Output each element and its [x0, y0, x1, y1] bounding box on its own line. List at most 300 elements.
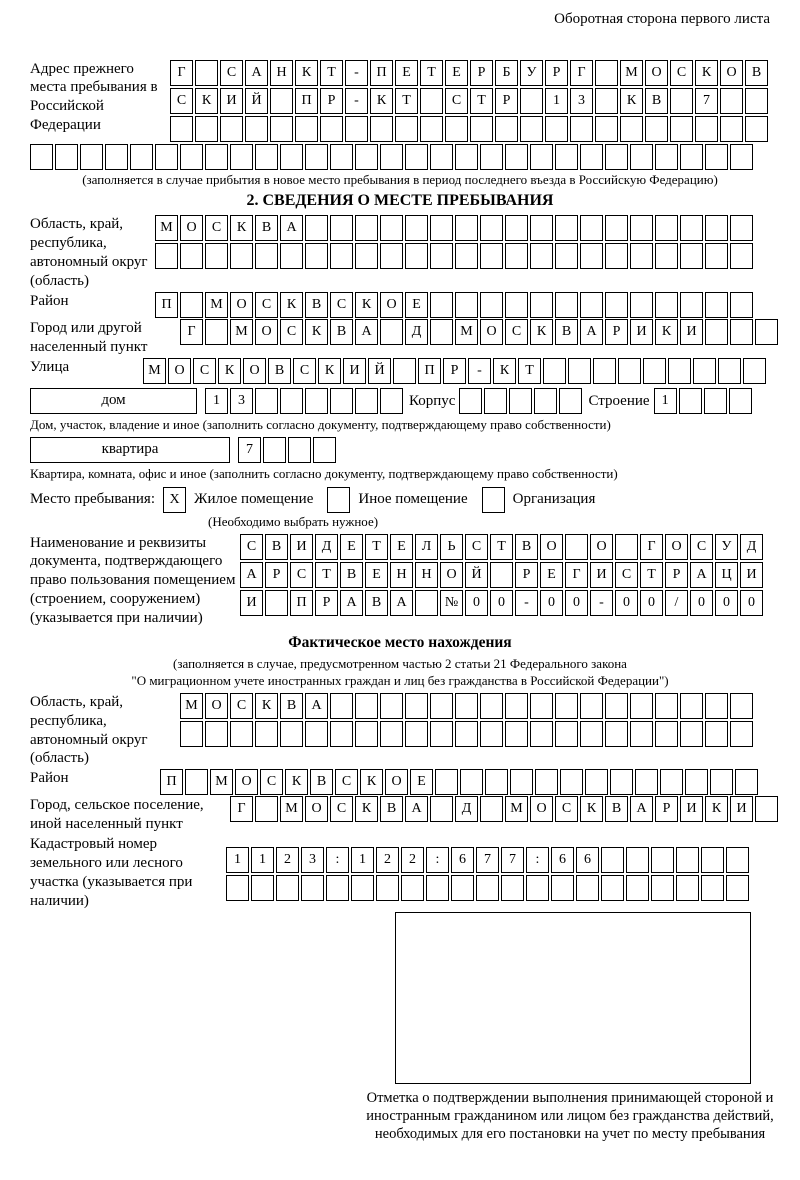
char-box: 7: [695, 88, 718, 114]
dom-box: дом: [30, 388, 197, 414]
char-box: [735, 769, 758, 795]
dom-cells: [205, 388, 403, 414]
char-box: П: [155, 292, 178, 318]
char-box: [305, 144, 328, 170]
char-box: 2: [401, 847, 424, 873]
gorod-row: [180, 319, 778, 345]
char-box: С: [615, 562, 638, 588]
korpus-label: Корпус: [409, 392, 456, 409]
raion-row: [155, 292, 753, 318]
char-box: [480, 215, 503, 241]
char-box: [205, 243, 228, 269]
char-box: 7: [501, 847, 524, 873]
char-box: -: [468, 358, 491, 384]
char-box: Т: [470, 88, 493, 114]
char-box: [480, 243, 503, 269]
char-box: О: [480, 319, 503, 345]
char-box: [520, 116, 543, 142]
char-box: [730, 243, 753, 269]
char-box: Т: [395, 88, 418, 114]
char-box: А: [305, 693, 328, 719]
dom-note: Дом, участок, владение и иное (заполнить согласно документу, подтверждающему право собственности): [30, 416, 611, 432]
char-box: [605, 721, 628, 747]
char-box: [195, 60, 218, 86]
char-box: [680, 243, 703, 269]
char-box: Р: [515, 562, 538, 588]
char-box: А: [630, 796, 653, 822]
document-row-1: [240, 534, 763, 560]
char-box: [320, 116, 343, 142]
char-box: О: [385, 769, 408, 795]
char-box: [555, 292, 578, 318]
char-box: [705, 292, 728, 318]
char-box: Н: [270, 60, 293, 86]
char-box: [476, 875, 499, 901]
char-box: К: [705, 796, 728, 822]
char-box: [605, 144, 628, 170]
char-box: [705, 319, 728, 345]
char-box: №: [440, 590, 463, 616]
char-box: [326, 875, 349, 901]
char-box: [630, 292, 653, 318]
char-box: С: [255, 292, 278, 318]
fact-oblast-field: [30, 693, 770, 769]
char-box: :: [426, 847, 449, 873]
char-box: О: [720, 60, 743, 86]
char-box: [568, 358, 591, 384]
char-box: [730, 319, 753, 345]
char-box: К: [360, 769, 383, 795]
char-box: [705, 721, 728, 747]
prev-address-rows: [170, 60, 768, 142]
char-box: [185, 769, 208, 795]
char-box: М: [455, 319, 478, 345]
char-box: [530, 292, 553, 318]
char-box: [626, 875, 649, 901]
prev-address-note: (заполняется в случае прибытия в новое место пребывания в период последнего въезда в Российскую Федерацию): [82, 171, 718, 187]
gorod-field: [30, 319, 770, 357]
char-box: С: [230, 693, 253, 719]
oblast-rows: [155, 215, 753, 269]
char-box: [480, 693, 503, 719]
char-box: [305, 243, 328, 269]
char-box: С: [670, 60, 693, 86]
char-box: [726, 875, 749, 901]
char-box: П: [160, 769, 183, 795]
stroenie-label: Строение: [588, 392, 650, 409]
raion-field: [30, 292, 770, 318]
char-box: [130, 144, 153, 170]
char-box: [526, 875, 549, 901]
char-box: И: [290, 534, 313, 560]
char-box: М: [205, 292, 228, 318]
char-box: [430, 292, 453, 318]
char-box: Е: [540, 562, 563, 588]
char-box: К: [218, 358, 241, 384]
char-box: [745, 88, 768, 114]
char-box: [645, 116, 668, 142]
char-box: [680, 144, 703, 170]
char-box: [195, 116, 218, 142]
char-box: [455, 693, 478, 719]
char-box: [470, 116, 493, 142]
char-box: Б: [495, 60, 518, 86]
char-box: [505, 144, 528, 170]
char-box: 1: [226, 847, 249, 873]
char-box: В: [605, 796, 628, 822]
char-box: Ь: [440, 534, 463, 560]
char-box: М: [620, 60, 643, 86]
char-box: [545, 116, 568, 142]
char-box: П: [370, 60, 393, 86]
char-box: В: [365, 590, 388, 616]
char-box: 0: [740, 590, 763, 616]
char-box: [230, 721, 253, 747]
document-rows: [240, 534, 763, 616]
char-box: [330, 693, 353, 719]
char-box: [380, 721, 403, 747]
char-box: [630, 693, 653, 719]
char-box: [580, 215, 603, 241]
char-box: [695, 116, 718, 142]
char-box: [543, 358, 566, 384]
raion-label: Район: [30, 292, 69, 309]
char-box: [355, 693, 378, 719]
char-box: Р: [605, 319, 628, 345]
char-box: [355, 388, 378, 414]
char-box: 3: [230, 388, 253, 414]
char-box: К: [530, 319, 553, 345]
char-box: Т: [365, 534, 388, 560]
char-box: Е: [365, 562, 388, 588]
char-box: [155, 144, 178, 170]
kvartira-cells: [238, 437, 336, 463]
char-box: О: [665, 534, 688, 560]
char-box: [670, 116, 693, 142]
char-box: Л: [415, 534, 438, 560]
char-box: Е: [340, 534, 363, 560]
char-box: [301, 875, 324, 901]
char-box: С: [465, 534, 488, 560]
char-box: [255, 243, 278, 269]
char-box: 6: [551, 847, 574, 873]
char-box: [180, 721, 203, 747]
char-box: -: [590, 590, 613, 616]
char-box: Г: [565, 562, 588, 588]
char-box: [270, 88, 293, 114]
char-box: [355, 721, 378, 747]
char-box: [380, 693, 403, 719]
document-row-3: [240, 590, 763, 616]
char-box: [643, 358, 666, 384]
char-box: Г: [570, 60, 593, 86]
char-box: О: [540, 534, 563, 560]
oblast-field: [30, 215, 770, 291]
char-box: [651, 875, 674, 901]
char-box: [730, 215, 753, 241]
prev-address-label: Адрес прежнего места пребывания в Российской Федерации: [30, 60, 158, 134]
char-box: [505, 693, 528, 719]
char-box: [370, 116, 393, 142]
char-box: [220, 116, 243, 142]
char-box: О: [305, 796, 328, 822]
char-box: [626, 847, 649, 873]
char-box: [655, 215, 678, 241]
option-organizatsiya-label: Организация: [512, 491, 596, 508]
char-box: 1: [351, 847, 374, 873]
char-box: [509, 388, 532, 414]
char-box: [455, 243, 478, 269]
char-box: [330, 721, 353, 747]
stroenie-cells: [654, 388, 752, 414]
char-box: [630, 215, 653, 241]
char-box: [255, 144, 278, 170]
char-box: С: [445, 88, 468, 114]
char-box: [405, 243, 428, 269]
char-box: [705, 215, 728, 241]
fact-raion-field: [30, 769, 770, 795]
char-box: 1: [654, 388, 677, 414]
char-box: В: [305, 292, 328, 318]
char-box: [226, 875, 249, 901]
char-box: [655, 721, 678, 747]
char-box: [705, 144, 728, 170]
char-box: А: [245, 60, 268, 86]
char-box: К: [355, 292, 378, 318]
cadastre-rows: [226, 847, 749, 901]
char-box: [720, 116, 743, 142]
char-box: [355, 243, 378, 269]
char-box: [459, 388, 482, 414]
char-box: [530, 215, 553, 241]
char-box: :: [326, 847, 349, 873]
checkbox-inoe: [327, 487, 350, 513]
char-box: Й: [465, 562, 488, 588]
char-box: [730, 144, 753, 170]
kvartira-box: квартира: [30, 437, 230, 463]
char-box: [280, 721, 303, 747]
char-box: [651, 847, 674, 873]
char-box: В: [265, 534, 288, 560]
char-box: [585, 769, 608, 795]
char-box: [655, 243, 678, 269]
char-box: [480, 292, 503, 318]
ulitsa-row: [143, 358, 766, 384]
char-box: Р: [655, 796, 678, 822]
char-box: [755, 319, 778, 345]
char-box: [660, 769, 683, 795]
oblast-row-2: [155, 243, 753, 269]
char-box: [455, 292, 478, 318]
char-box: [395, 116, 418, 142]
cadastre-label: Кадастровый номер земельного или лесного участка (указывается при наличии): [30, 836, 193, 909]
stamp-caption: Отметка о подтверждении выполнения принимающей стороной и иностранным гражданином или лицом без гражданства действий, необходимых для его постановки на учет по месту пребывания: [366, 1089, 774, 1142]
char-box: [605, 693, 628, 719]
char-box: [565, 534, 588, 560]
ulitsa-field: [30, 358, 770, 384]
char-box: [630, 144, 653, 170]
mesto-label: Место пребывания:: [30, 491, 155, 508]
char-box: 3: [570, 88, 593, 114]
char-box: Т: [320, 60, 343, 86]
char-box: [618, 358, 641, 384]
fact-location-note-2: "О миграционном учете иностранных граждан и лиц без гражданства в Российской Федерации"): [131, 672, 669, 688]
checkbox-zhiloe: X: [163, 487, 186, 513]
option-zhiloe-label: Жилое помещение: [194, 491, 314, 508]
char-box: [430, 693, 453, 719]
char-box: [555, 144, 578, 170]
fact-raion-label: Район: [30, 770, 69, 787]
char-box: [615, 534, 638, 560]
document-row-2: [240, 562, 763, 588]
char-box: [580, 292, 603, 318]
char-box: 0: [540, 590, 563, 616]
char-box: [630, 721, 653, 747]
prev-address-row-1: [170, 60, 768, 86]
char-box: [280, 243, 303, 269]
char-box: В: [268, 358, 291, 384]
char-box: К: [255, 693, 278, 719]
char-box: М: [230, 319, 253, 345]
char-box: [710, 769, 733, 795]
char-box: 1: [545, 88, 568, 114]
fact-oblast-rows: [180, 693, 753, 747]
char-box: [755, 796, 778, 822]
fact-location-title: Фактическое место нахождения: [288, 633, 512, 651]
char-box: [230, 243, 253, 269]
char-box: [180, 292, 203, 318]
char-box: [595, 116, 618, 142]
char-box: С: [555, 796, 578, 822]
char-box: Д: [315, 534, 338, 560]
char-box: Р: [265, 562, 288, 588]
char-box: [580, 144, 603, 170]
char-box: М: [155, 215, 178, 241]
korpus-cells: [459, 388, 582, 414]
char-box: [455, 721, 478, 747]
char-box: [730, 292, 753, 318]
char-box: И: [680, 796, 703, 822]
char-box: [330, 215, 353, 241]
char-box: [495, 116, 518, 142]
char-box: Г: [170, 60, 193, 86]
char-box: [726, 847, 749, 873]
char-box: О: [645, 60, 668, 86]
char-box: М: [280, 796, 303, 822]
char-box: [729, 388, 752, 414]
char-box: [245, 116, 268, 142]
char-box: Р: [320, 88, 343, 114]
char-box: В: [645, 88, 668, 114]
char-box: [105, 144, 128, 170]
char-box: Е: [395, 60, 418, 86]
char-box: С: [330, 796, 353, 822]
char-box: Д: [455, 796, 478, 822]
char-box: [505, 215, 528, 241]
char-box: Й: [368, 358, 391, 384]
char-box: [420, 116, 443, 142]
char-box: Т: [420, 60, 443, 86]
cadastre-row-1: [226, 847, 749, 873]
char-box: [559, 388, 582, 414]
char-box: [718, 358, 741, 384]
char-box: Е: [405, 292, 428, 318]
char-box: Е: [410, 769, 433, 795]
char-box: Т: [640, 562, 663, 588]
char-box: [380, 215, 403, 241]
char-box: Г: [180, 319, 203, 345]
char-box: М: [143, 358, 166, 384]
char-box: [535, 769, 558, 795]
char-box: О: [255, 319, 278, 345]
char-box: [485, 769, 508, 795]
char-box: И: [740, 562, 763, 588]
char-box: В: [310, 769, 333, 795]
prev-address-row-4: [30, 144, 770, 170]
char-box: С: [335, 769, 358, 795]
char-box: [270, 116, 293, 142]
char-box: И: [590, 562, 613, 588]
document-field: [30, 534, 770, 628]
char-box: [305, 215, 328, 241]
char-box: К: [355, 796, 378, 822]
char-box: И: [343, 358, 366, 384]
char-box: 7: [238, 437, 261, 463]
char-box: [743, 358, 766, 384]
char-box: [505, 721, 528, 747]
char-box: [555, 243, 578, 269]
char-box: Т: [518, 358, 541, 384]
char-box: [595, 88, 618, 114]
char-box: [430, 144, 453, 170]
char-box: [576, 875, 599, 901]
document-label: Наименование и реквизиты документа, подтверждающего право пользования помещением (строением, сооружением) (указывается при наличии): [30, 534, 236, 627]
char-box: С: [260, 769, 283, 795]
char-box: К: [695, 60, 718, 86]
char-box: Й: [245, 88, 268, 114]
char-box: С: [290, 562, 313, 588]
char-box: [530, 243, 553, 269]
char-box: П: [290, 590, 313, 616]
fact-gorod-row: [230, 796, 778, 822]
char-box: [745, 116, 768, 142]
char-box: [380, 319, 403, 345]
char-box: С: [330, 292, 353, 318]
char-box: [420, 88, 443, 114]
char-box: [276, 875, 299, 901]
char-box: С: [170, 88, 193, 114]
char-box: [405, 721, 428, 747]
char-box: Т: [315, 562, 338, 588]
char-box: О: [380, 292, 403, 318]
char-box: И: [240, 590, 263, 616]
mesto-prebyvaniya-row: [30, 487, 770, 513]
char-box: [701, 875, 724, 901]
char-box: К: [580, 796, 603, 822]
char-box: О: [590, 534, 613, 560]
char-box: О: [168, 358, 191, 384]
char-box: [580, 243, 603, 269]
kvartira-note: Квартира, комната, офис и иное (заполнить согласно документу, подтверждающему право собственности): [30, 465, 618, 481]
ulitsa-label: Улица: [30, 358, 70, 375]
char-box: [430, 215, 453, 241]
char-box: Р: [470, 60, 493, 86]
char-box: И: [630, 319, 653, 345]
char-box: О: [235, 769, 258, 795]
char-box: [430, 721, 453, 747]
char-box: [305, 721, 328, 747]
char-box: [351, 875, 374, 901]
